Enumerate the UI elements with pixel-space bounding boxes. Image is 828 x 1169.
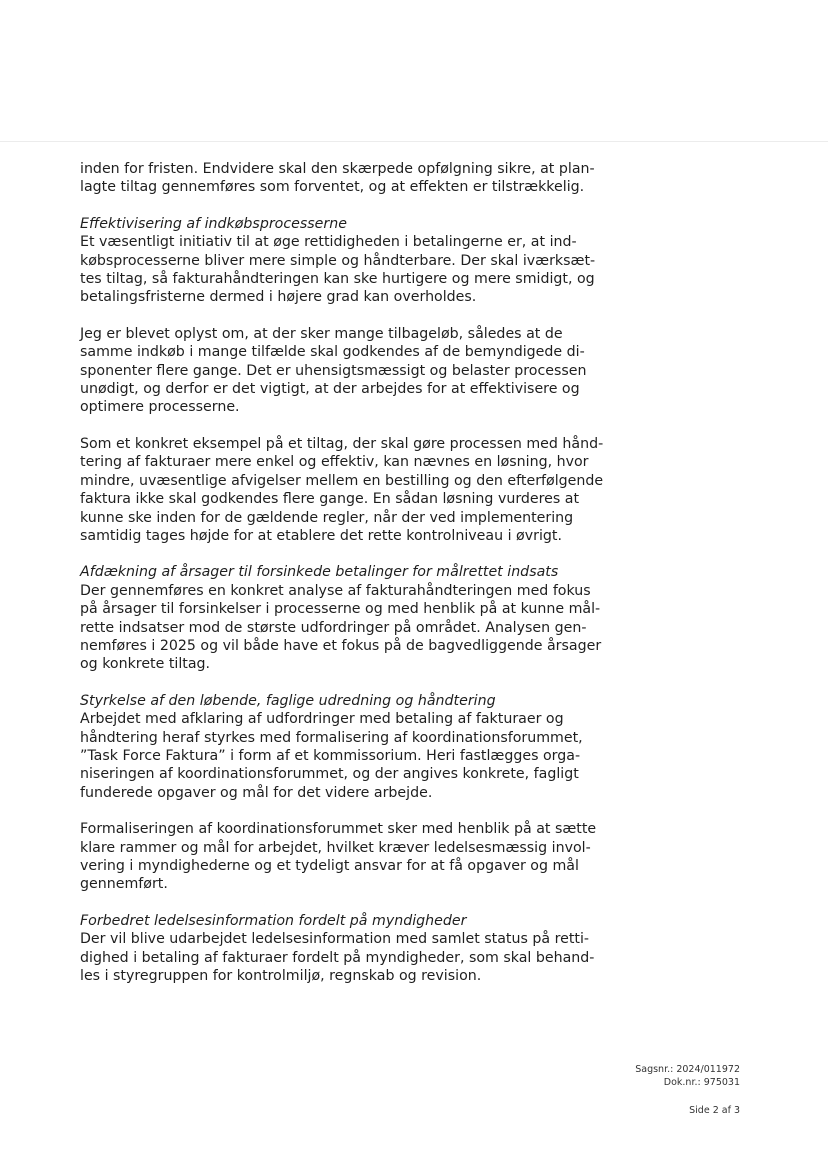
text-line: Arbejdet med afklaring af udfordringer med betaling af fakturaer og xyxy=(80,711,564,728)
paragraph-spacer xyxy=(80,894,584,912)
text-line: vering i myndighederne og et tydeligt ansvar for at få opgaver og mål xyxy=(80,858,579,874)
section-paragraph xyxy=(80,692,584,802)
section-paragraph xyxy=(80,912,595,986)
section-paragraph xyxy=(80,215,596,307)
section-heading: Styrkelse af den løbende, faglige udredning og håndtering xyxy=(80,692,496,709)
section-heading: Effektivisering af indkøbsprocesserne xyxy=(80,215,347,232)
body-paragraph xyxy=(80,160,595,197)
text-line: nemføres i 2025 og vil både have et fokus på de bagvedliggende årsager xyxy=(80,637,602,654)
page-number: Side 2 af 3 xyxy=(689,1105,740,1116)
text-line: Som et konkret eksempel på et tiltag, der skal gøre processen med hånd- xyxy=(80,435,604,452)
text-line: Der vil blive udarbejdet ledelsesinformation med samlet status på retti- xyxy=(80,931,590,948)
paragraph-spacer xyxy=(80,545,584,563)
text-line: betalingsfristerne dermed i højere grad kan overholdes. xyxy=(80,289,477,306)
text-line: samtidig tages højde for at etablere det rette kontrolniveau i øvrigt. xyxy=(80,527,562,544)
text-line: mindre, uvæsentlige afvigelser mellem en bestilling og den efterfølgende xyxy=(80,472,604,489)
paragraph-spacer xyxy=(80,307,584,325)
page-divider xyxy=(0,141,828,142)
paragraph-spacer xyxy=(80,674,584,692)
text-line: niseringen af koordinationsforummet, og der angives konkrete, fagligt xyxy=(80,766,579,783)
text-line: sponenter flere gange. Det er uhensigtsmæssigt og belaster processen xyxy=(80,362,587,379)
text-line: på årsager til forsinkelser i processerne og med henblik på at kunne mål- xyxy=(80,601,601,618)
text-line: håndtering heraf styrkes med formalisering af koordinationsforummet, xyxy=(80,729,583,746)
text-line: Jeg er blevet oplyst om, at der sker mange tilbageløb, således at de xyxy=(80,325,563,342)
text-line: og konkrete tiltag. xyxy=(80,656,211,673)
text-line: les i styregruppen for kontrolmiljø, regnskab og revision. xyxy=(80,968,482,985)
text-line: unødigt, og derfor er det vigtigt, at der arbejdes for at effektivisere og xyxy=(80,381,580,398)
text-line: faktura ikke skal godkendes flere gange. En sådan løsning vurderes at xyxy=(80,491,580,508)
text-line: rette indsatser mod de største udfordringer på området. Analysen gen- xyxy=(80,619,587,636)
text-line: gennemført. xyxy=(80,876,168,893)
text-line: tes tiltag, så fakturahåndteringen kan ske hurtigere og mere smidigt, og xyxy=(80,271,595,288)
text-line: dighed i betaling af fakturaer fordelt på myndigheder, som skal behand- xyxy=(80,949,595,966)
paragraph-spacer xyxy=(80,802,584,820)
text-line: ”Task Force Faktura” i form af et kommissorium. Heri fastlægges orga- xyxy=(80,747,581,764)
document-body xyxy=(80,160,604,985)
paragraph-spacer xyxy=(80,417,584,435)
text-line: Et væsentligt initiativ til at øge rettidigheden i betalingerne er, at ind- xyxy=(80,234,577,251)
text-line: Formaliseringen af koordinationsforummet sker med henblik på at sætte xyxy=(80,821,597,838)
section-heading: Afdækning af årsager til forsinkede betalinger for målrettet indsats xyxy=(80,564,559,581)
text-line: optimere processerne. xyxy=(80,399,240,416)
text-line: tering af fakturaer mere enkel og effektiv, kan nævnes en løsning, hvor xyxy=(80,454,589,471)
section-paragraph xyxy=(80,563,602,673)
body-paragraph xyxy=(80,820,597,894)
text-line: funderede opgaver og mål for det videre arbejde. xyxy=(80,784,433,801)
section-heading: Forbedret ledelsesinformation fordelt på myndigheder xyxy=(80,912,467,929)
text-line: købsprocesserne bliver mere simple og håndterbare. Der skal iværksæt- xyxy=(80,252,596,269)
text-line: kunne ske inden for de gældende regler, når der ved implementering xyxy=(80,509,574,526)
document-number: Dok.nr.: 975031 xyxy=(663,1077,740,1088)
body-paragraph xyxy=(80,435,604,545)
text-line: samme indkøb i mange tilfælde skal godkendes af de bemyndigede di- xyxy=(80,344,585,361)
body-paragraph xyxy=(80,325,587,417)
paragraph-spacer xyxy=(80,197,584,215)
text-line: Der gennemføres en konkret analyse af fakturahåndteringen med fokus xyxy=(80,582,591,599)
case-number: Sagsnr.: 2024/011972 xyxy=(635,1064,740,1075)
text-line: lagte tiltag gennemføres som forventet, og at effekten er tilstrækkelig. xyxy=(80,179,585,196)
text-line: inden for fristen. Endvidere skal den skærpede opfølgning sikre, at plan- xyxy=(80,161,595,177)
text-line: klare rammer og mål for arbejdet, hvilket kræver ledelsesmæssig invol- xyxy=(80,839,591,856)
